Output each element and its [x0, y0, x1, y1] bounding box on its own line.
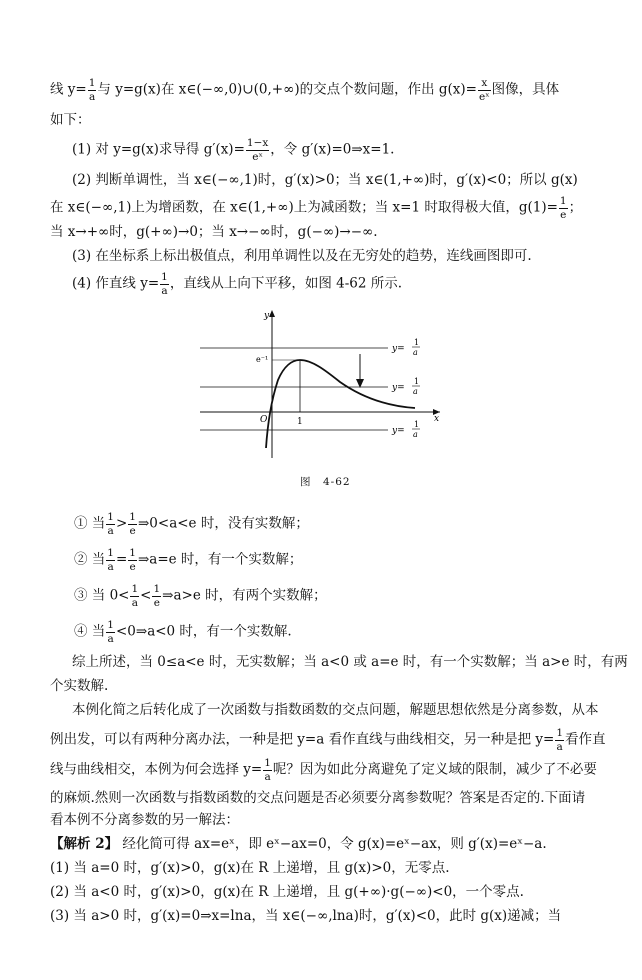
text-line [50, 838, 547, 852]
text-segment: ； [568, 199, 583, 216]
frac-den: eˣ [478, 90, 490, 103]
frac-den: e [560, 208, 567, 221]
text-segment: ② 当 [74, 551, 106, 568]
fraction [555, 728, 564, 752]
text-segment: > [115, 515, 128, 532]
frac-den: a [88, 90, 96, 103]
case-4 [74, 620, 292, 644]
frac-num: 1 [88, 77, 96, 89]
frac-num: 1 [153, 583, 161, 595]
frac-den: e [129, 524, 136, 537]
text-segment: 例出发，可以有两种分离办法，一种是把 y=a 看作直线与曲线相交，另一种是把 y= [50, 731, 555, 748]
fraction [246, 138, 269, 162]
y-axis-label: y [264, 311, 270, 321]
text-line [72, 138, 394, 162]
frac-num: 1 [556, 727, 563, 739]
text-line: 综上所述，当 0≤a<e 时，无实数解；当 a<0 或 a=e 时，有一个实数解；当 a>e 时，有两 [72, 654, 628, 670]
text-line: (2) 当 a<0 时，g′(x)>0，g(x)在 R 上递增，且 g(+∞)·g(−∞)<0，一个零点. [50, 884, 524, 900]
svg-text:a: a [413, 430, 418, 439]
tick-label-einv: e⁻¹ [256, 355, 269, 364]
text-segment: 看作直 [565, 731, 606, 748]
text-line: (1) 当 a=0 时，g′(x)>0，g(x)在 R 上递增，且 g(x)>0，无零点. [50, 860, 450, 876]
case-1 [74, 512, 309, 536]
solution-heading: 【解析 2】 [50, 836, 119, 852]
text-segment: ⇒a>e 时，有两个实数解； [162, 587, 327, 604]
fraction [128, 512, 137, 536]
frac-den: a [161, 284, 168, 297]
text-line: (3) 在坐标系上标出极值点，利用单调性以及在无穷处的趋势，连线画图即可. [72, 248, 532, 264]
svg-text:1: 1 [414, 377, 420, 386]
frac-num: 1 [161, 271, 168, 283]
fraction [152, 584, 161, 608]
fraction [106, 620, 115, 644]
text-segment: ④ 当 [74, 623, 106, 640]
text-segment: (4) 作直线 y= [72, 275, 160, 292]
text-segment: 线 y= [50, 81, 87, 98]
svg-text:y=: y= [392, 344, 405, 354]
fraction [263, 758, 272, 782]
svg-text:y=: y= [392, 426, 405, 436]
frac-den: a [264, 770, 271, 783]
text-segment: (1) 对 y=g(x)求导得 g′(x)= [72, 141, 245, 158]
frac-den: a [131, 596, 138, 609]
y-axis-arrow [269, 310, 275, 317]
text-line: 如下： [50, 112, 91, 128]
line-label-top [391, 338, 420, 357]
frac-den: a [556, 740, 563, 753]
frac-num: 1 [129, 511, 136, 523]
fraction [128, 548, 137, 572]
text-segment: ① 当 [74, 515, 106, 532]
text-segment: ⇒0<a<e 时，没有实数解； [137, 515, 309, 532]
frac-num: x [478, 78, 491, 91]
frac-den: a [107, 560, 114, 573]
frac-num: 1 [107, 547, 114, 559]
text-segment: 与 y=g(x)在 x∈(−∞,0)∪(0,+∞)的交点个数问题，作出 g(x)= [97, 81, 477, 98]
case-2 [74, 548, 302, 572]
frac-num: 1 [559, 195, 567, 207]
text-line [50, 78, 559, 102]
text-segment: = [115, 551, 128, 568]
x-axis-label: x [434, 414, 440, 424]
text-segment: ，令 g′(x)=0⇒x=1. [270, 141, 395, 158]
frac-den: a [107, 524, 114, 537]
text-segment: ③ 当 0< [74, 587, 130, 604]
frac-num: 1 [264, 757, 271, 769]
origin-label: O [260, 415, 268, 425]
svg-text:y=: y= [392, 383, 405, 393]
text-line: 个实数解. [50, 678, 109, 694]
frac-num: 1−x [246, 137, 269, 149]
text-segment: 线与曲线相交，本例为何会选择 y= [50, 761, 263, 778]
tick-label-1: 1 [297, 417, 303, 427]
fraction [106, 548, 115, 572]
text-line [50, 196, 582, 220]
frac-num: 1 [107, 619, 114, 631]
fraction [160, 272, 169, 296]
fraction [88, 78, 97, 102]
text-line [72, 272, 402, 296]
text-line: 的麻烦.然则一次函数与指数函数的交点问题是否必须要分离参数呢？答案是否定的.下面请 [50, 790, 586, 806]
frac-den: a [107, 632, 114, 645]
text-segment: 经化简可得 ax=eˣ，即 eˣ−ax=0，令 g(x)=eˣ−ax，则 g′(x)=eˣ−a. [118, 836, 547, 852]
frac-den: e [153, 596, 160, 609]
text-segment: 图像，具体 [491, 81, 560, 98]
text-segment: ⇒a=e 时，有一个实数解； [137, 551, 303, 568]
fraction [478, 78, 491, 102]
fraction [559, 196, 568, 220]
text-line: 当 x→+∞时，g(+∞)→0；当 x→−∞时，g(−∞)→−∞. [50, 224, 378, 240]
line-label-bottom [391, 420, 420, 439]
fraction [130, 584, 139, 608]
line-label-middle [391, 377, 420, 396]
text-line: (2) 判断单调性，当 x∈(−∞,1)时，g′(x)>0；当 x∈(1,+∞)时，g′(x)<0；所以 g(x) [72, 172, 578, 188]
svg-text:1: 1 [414, 338, 420, 347]
case-3 [74, 584, 327, 608]
text-line: 看本例不分离参数的另一解法： [50, 812, 239, 828]
text-line [50, 758, 597, 782]
figure-caption: 图 4-62 [300, 476, 351, 488]
text-line: (3) 当 a>0 时，g′(x)=0⇒x=lna，当 x∈(−∞,lna)时，g′(x)<0，此时 g(x)递减；当 [50, 908, 562, 924]
svg-text:1: 1 [414, 420, 420, 429]
text-segment: 呢？因为如此分离避免了定义域的限制，减少了不必要 [272, 761, 597, 778]
fraction [106, 512, 115, 536]
text-line [50, 728, 606, 752]
text-line: 本例化简之后转化成了一次函数与指数函数的交点问题，解题思想依然是分离参数，从本 [72, 702, 599, 718]
text-segment: 在 x∈(−∞,1)上为增函数，在 x∈(1,+∞)上为减函数；当 x=1 时取得极大值，g(1)= [50, 199, 558, 216]
frac-den: e [129, 560, 136, 573]
text-segment: <0⇒a<0 时，有一个实数解. [115, 623, 292, 640]
svg-text:a: a [413, 387, 418, 396]
svg-text:a: a [413, 348, 418, 357]
frac-num: 1 [107, 511, 114, 523]
function-graph-figure [200, 308, 445, 458]
text-segment: ，直线从上向下平移，如图 4-62 所示. [169, 275, 403, 292]
frac-num: 1 [131, 583, 139, 595]
text-segment: < [140, 587, 152, 604]
frac-den: eˣ [252, 150, 263, 163]
frac-num: 1 [129, 547, 136, 559]
